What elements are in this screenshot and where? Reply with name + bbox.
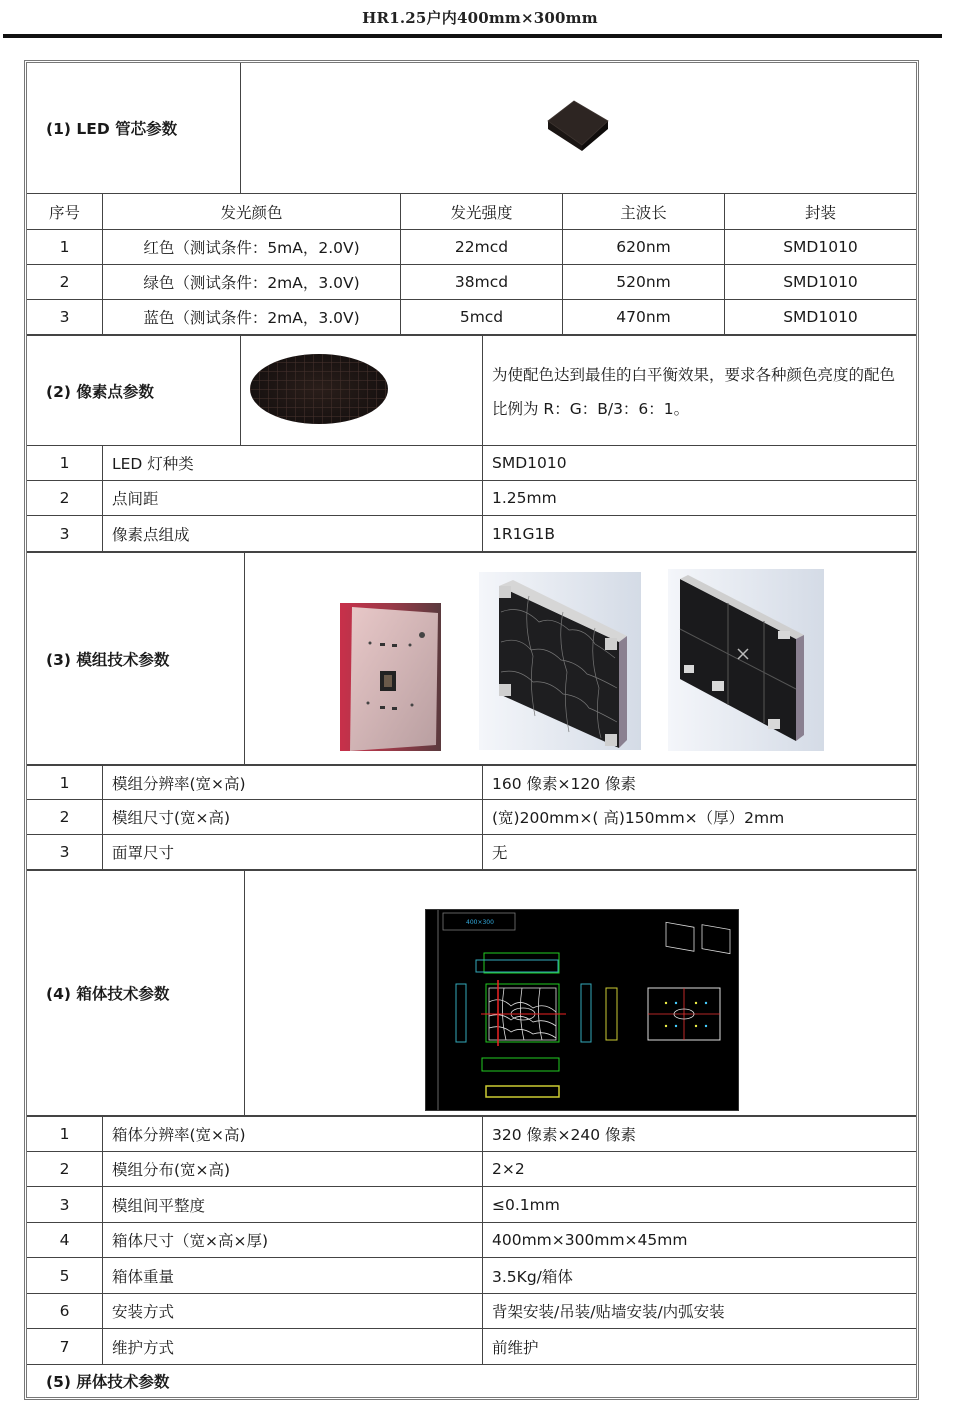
row-number: 1	[27, 446, 103, 481]
param-label: 箱体重量	[103, 1258, 483, 1294]
param-value: 前维护	[483, 1329, 916, 1365]
param-value: 3.5Kg/箱体	[483, 1258, 916, 1294]
cabinet-back-render	[668, 569, 824, 751]
section1-image-cell	[241, 63, 916, 194]
col-header-package: 封装	[725, 194, 916, 230]
param-label: 点间距	[103, 481, 483, 516]
led-intensity: 22mcd	[401, 230, 563, 265]
row-number: 7	[27, 1329, 103, 1365]
row-number: 3	[27, 835, 103, 870]
param-label: 模组尺寸(宽×高)	[103, 800, 483, 835]
section2-heading: (2) 像素点参数	[27, 335, 241, 446]
param-label: 像素点组成	[103, 516, 483, 552]
led-package: SMD1010	[725, 300, 916, 335]
section4-heading: (4) 箱体技术参数	[27, 870, 245, 1116]
row-number: 4	[27, 1223, 103, 1258]
param-value: 400mm×300mm×45mm	[483, 1223, 916, 1258]
led-package: SMD1010	[725, 230, 916, 265]
document-title: HR1.25户内400mm×300mm	[362, 9, 598, 27]
param-value: SMD1010	[483, 446, 916, 481]
section2-image-cell	[241, 335, 483, 446]
param-label: 模组间平整度	[103, 1187, 483, 1223]
param-value: 1.25mm	[483, 481, 916, 516]
param-value: 160 像素×120 像素	[483, 765, 916, 800]
param-label: LED 灯种类	[103, 446, 483, 481]
led-intensity: 5mcd	[401, 300, 563, 335]
col-header-no: 序号	[27, 194, 103, 230]
param-label: 模组分布(宽×高)	[103, 1152, 483, 1187]
param-label: 面罩尺寸	[103, 835, 483, 870]
row-number: 1	[27, 230, 103, 265]
section3-heading: (3) 模组技术参数	[27, 552, 245, 765]
led-wavelength: 520nm	[563, 265, 725, 300]
row-number: 3	[27, 300, 103, 335]
section1-heading: (1) LED 管芯参数	[27, 63, 241, 194]
param-label: 维护方式	[103, 1329, 483, 1365]
led-package: SMD1010	[725, 265, 916, 300]
col-header-intensity: 发光强度	[401, 194, 563, 230]
row-number: 2	[27, 265, 103, 300]
row-number: 1	[27, 765, 103, 800]
row-number: 2	[27, 800, 103, 835]
param-value: 2×2	[483, 1152, 916, 1187]
spec-table	[24, 60, 919, 1400]
param-value: (宽)200mm×( 高)150mm×（厚）2mm	[483, 800, 916, 835]
param-label: 箱体分辨率(宽×高)	[103, 1116, 483, 1152]
led-color: 蓝色（测试条件：2mA，3.0V)	[103, 300, 401, 335]
module-back-photo	[340, 603, 441, 751]
cabinet-cad-drawing	[425, 909, 739, 1111]
pixel-matrix-image	[250, 354, 388, 424]
led-color: 绿色（测试条件：2mA，3.0V)	[103, 265, 401, 300]
row-number: 3	[27, 1187, 103, 1223]
param-label: 安装方式	[103, 1294, 483, 1329]
section4-image-cell	[245, 870, 916, 1116]
led-color: 红色（测试条件：5mA，2.0V)	[103, 230, 401, 265]
led-wavelength: 470nm	[563, 300, 725, 335]
param-label: 模组分辨率(宽×高)	[103, 765, 483, 800]
row-number: 5	[27, 1258, 103, 1294]
param-value: 背架安装/吊装/贴墙安装/内弧安装	[483, 1294, 916, 1329]
led-wavelength: 620nm	[563, 230, 725, 265]
row-number: 6	[27, 1294, 103, 1329]
param-value: 1R1G1B	[483, 516, 916, 552]
col-header-color: 发光颜色	[103, 194, 401, 230]
row-number: 3	[27, 516, 103, 552]
cad-label: 400×300	[466, 919, 494, 926]
param-label: 箱体尺寸（宽×高×厚)	[103, 1223, 483, 1258]
col-header-wavelength: 主波长	[563, 194, 725, 230]
param-value: 320 像素×240 像素	[483, 1116, 916, 1152]
cabinet-front-render	[479, 572, 641, 750]
row-number: 1	[27, 1116, 103, 1152]
row-number: 2	[27, 1152, 103, 1187]
section3-images-cell	[245, 552, 916, 765]
led-chip-image	[544, 97, 610, 153]
title-rule	[3, 34, 942, 38]
section5-heading: (5) 屏体技术参数	[46, 1373, 170, 1391]
row-number: 2	[27, 481, 103, 516]
color-ratio-note: 为使配色达到最佳的白平衡效果，要求各种颜色亮度的配色比例为 R：G：B/3：6：1。	[483, 335, 916, 446]
param-value: 无	[483, 835, 916, 870]
led-intensity: 38mcd	[401, 265, 563, 300]
param-value: ≤0.1mm	[483, 1187, 916, 1223]
